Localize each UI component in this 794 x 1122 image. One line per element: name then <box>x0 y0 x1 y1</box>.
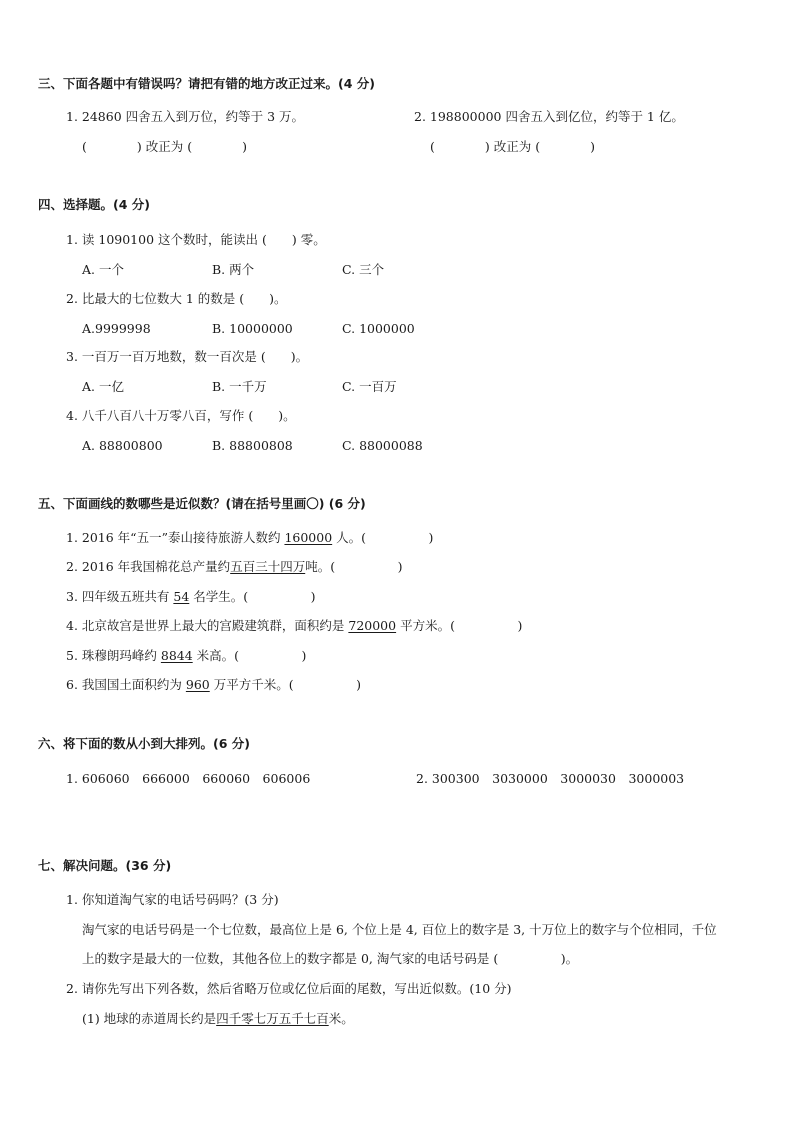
sec5-item-5-underlined-number: 8844 <box>160 648 193 663</box>
sec3-question-1: 1. 24860 四舍五入到万位，约等于 3 万。 <box>66 109 305 124</box>
sec5-item-6-answer: 万平方千米。( ) <box>209 677 361 692</box>
sec4-q2-option-b: B. 10000000 <box>212 321 293 336</box>
sec7-q2-sub-1-unit: 米。 <box>328 1011 354 1026</box>
sec7-question-1: 1. 你知道淘气家的电话号码吗？(3 分) <box>66 892 279 907</box>
sec7-q1-line-2: 上的数字是最大的一位数，其他各位上的数字都是 0, 淘气家的电话号码是 ( )。 <box>82 951 579 966</box>
sec3-question-2: 2. 198800000 四舍五入到亿位，约等于 1 亿。 <box>414 109 684 124</box>
sec5-item-6-text: 6. 我国国土面积约为 <box>66 677 186 692</box>
sec7-question-2: 2. 请你先写出下列各数，然后省略万位或亿位后面的尾数，写出近似数。(10 分) <box>66 981 512 996</box>
sec5-item-4 <box>66 618 522 634</box>
sec5-item-1-answer: 人。( ) <box>332 530 434 545</box>
sec4-q3-option-c: C. 一百万 <box>342 379 397 394</box>
sec5-item-2-text: 2. 2016 年我国棉花总产量约 <box>66 559 231 574</box>
sec5-item-1-text: 1. 2016 年“五一”泰山接待旅游人数约 <box>66 530 285 545</box>
sec4-question-4: 4. 八千八百八十万零八百，写作 ( )。 <box>66 408 296 423</box>
sec7-q1-line-1: 淘气家的电话号码是一个七位数，最高位上是 6, 个位上是 4, 百位上的数字是 3, 十万位上的数字与个位相同，千位 <box>82 922 717 937</box>
sec4-q1-option-a: A. 一个 <box>82 262 124 277</box>
sec5-item-4-answer: 平方米。( ) <box>396 618 523 633</box>
sec5-item-3-underlined-number: 54 <box>173 589 190 604</box>
sec5-item-3 <box>66 589 316 605</box>
sec4-question-2: 2. 比最大的七位数大 1 的数是 ( )。 <box>66 291 287 306</box>
sec4-q4-option-c: C. 88000088 <box>342 438 423 453</box>
sec5-item-5 <box>66 648 306 664</box>
sec5-item-2-answer: 吨。( ) <box>305 559 403 574</box>
sec4-q2-option-a: A.9999998 <box>82 321 151 336</box>
sec5-item-3-text: 3. 四年级五班共有 <box>66 589 174 604</box>
sec3-q2-answer-blanks: ( ) 改正为 ( ) <box>430 139 595 154</box>
section-6-heading: 六、将下面的数从小到大排列。(6 分) <box>38 736 250 751</box>
sec5-item-6 <box>66 677 361 693</box>
section-3-heading: 三、下面各题中有错误吗？请把有错的地方改正过来。(4 分) <box>38 76 375 91</box>
section-4-heading: 四、选择题。(4 分) <box>38 197 150 212</box>
sec5-item-2 <box>66 559 402 575</box>
sec5-item-5-answer: 米高。( ) <box>192 648 307 663</box>
sec5-item-4-text: 4. 北京故宫是世界上最大的宫殿建筑群，面积约是 <box>66 618 349 633</box>
sec4-q1-option-c: C. 三个 <box>342 262 385 277</box>
sec7-q2-sub-1-text: (1) 地球的赤道周长约是 <box>82 1011 217 1026</box>
section-7-heading: 七、解决问题。(36 分) <box>38 858 172 873</box>
sec6-question-2: 2. 300300 3030000 3000030 3000003 <box>416 771 685 786</box>
sec5-item-3-answer: 名学生。( ) <box>189 589 316 604</box>
sec4-q2-option-c: C. 1000000 <box>342 321 415 336</box>
sec4-q3-option-b: B. 一千万 <box>212 379 267 394</box>
sec7-q2-sub-1-underlined-number: 四千零七万五千七百 <box>216 1011 329 1026</box>
sec4-question-3: 3. 一百万一百万地数，数一百次是 ( )。 <box>66 349 309 364</box>
sec5-item-4-underlined-number: 720000 <box>348 618 397 633</box>
sec5-item-1 <box>66 530 433 546</box>
sec4-question-1: 1. 读 1090100 这个数时，能读出 ( ) 零。 <box>66 232 326 247</box>
sec4-q4-option-b: B. 88800808 <box>212 438 293 453</box>
sec4-q4-option-a: A. 88800800 <box>82 438 163 453</box>
sec5-item-6-underlined-number: 960 <box>185 677 210 692</box>
sec6-question-1: 1. 606060 666000 660060 606006 <box>66 771 311 786</box>
sec4-q1-option-b: B. 两个 <box>212 262 255 277</box>
sec7-q2-sub-1 <box>82 1011 354 1027</box>
sec5-item-2-underlined-number: 五百三十四万 <box>230 559 306 574</box>
sec3-q1-answer-blanks: ( ) 改正为 ( ) <box>82 139 247 154</box>
section-5-heading: 五、下面画线的数哪些是近似数？(请在括号里画〇) (6 分) <box>38 496 366 511</box>
sec5-item-1-underlined-number: 160000 <box>284 530 333 545</box>
sec4-q3-option-a: A. 一亿 <box>82 379 124 394</box>
sec5-item-5-text: 5. 珠穆朗玛峰约 <box>66 648 161 663</box>
